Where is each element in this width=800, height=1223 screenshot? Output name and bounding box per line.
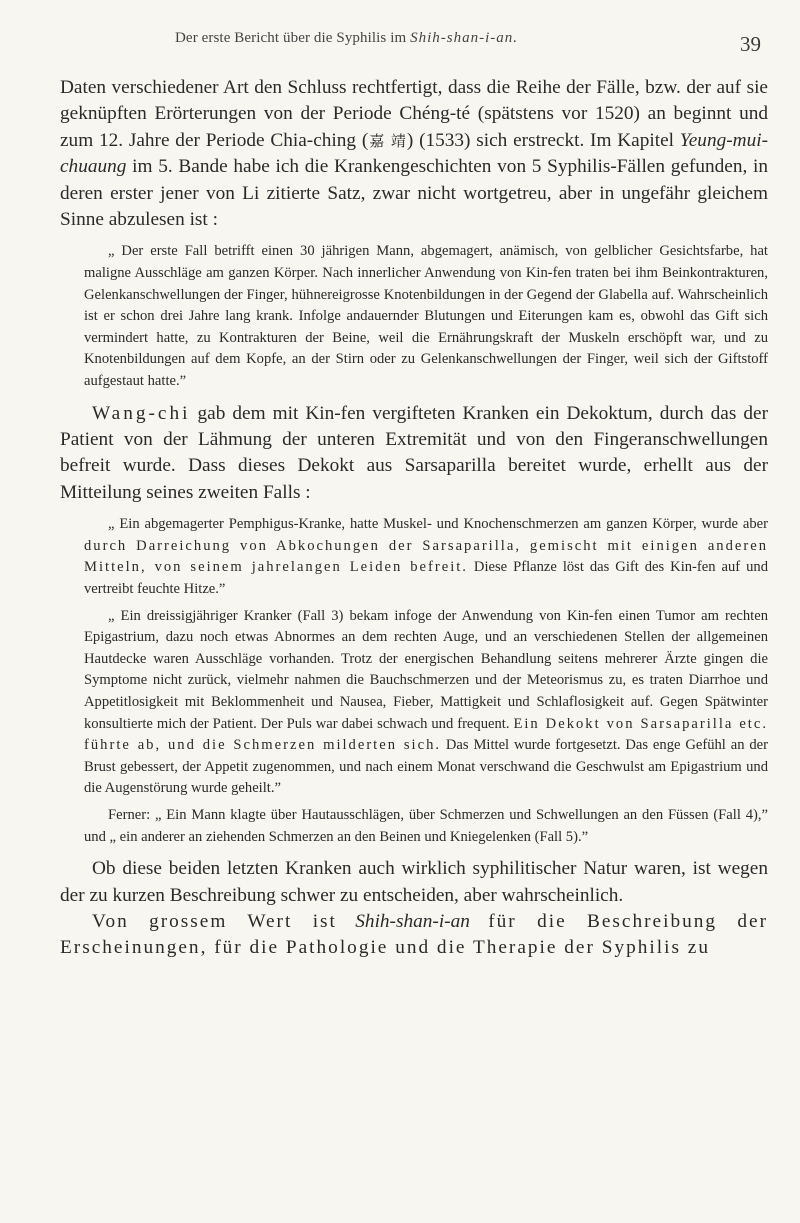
quote-cases-4-5: Ferner: „ Ein Mann klagte über Hautausschlägen, über Schmerzen und Schwellungen an den Füssen (Fall 4),” und „ ein anderer an ziehenden Schmerzen an den Beinen und Kniegelenken (Fall 5).” bbox=[84, 806, 768, 845]
paragraph-1: Daten verschiedener Art den Schluss rechtfertigt, dass die Reihe der Fälle, bzw. der auf sie geknüpften Erörterungen von der Periode Chéng-té (spätstens vor 1520) an beginnt und zum 12. Jahre der Periode Chia-ching (嘉 靖) (1533) sich erstreckt. Im Kapitel Yeung-mui-chuaung im 5. Bande habe ich die Krankengeschichten von 5 Syphilis-Fällen gefunden, in deren erster jener von Li zitierte Satz, zwar nicht wortgetreu, aber in ungefähr gleichem Sinne abzulesen ist : bbox=[60, 77, 768, 231]
quote-case-3: „ Ein dreissigjähriger Kranker (Fall 3) bekam infoge der Anwendung von Kin-fen einen Tumor am rechten Epigastrium, dazu noch etwas Abnormes an dem rechten Auge, und an verschiedenen Stellen der allgemeinen Hautdecke waren Ausschläge vorhanden. Trotz der energischen Behandlung seitens mehrerer Ärzte gingen die Symptome nicht zurück, vielmehr nahmen die Bauchschmerzen und der Meteorismus zu, es traten Diarrhoe und Appetitlosigkeit mit Beklommenheit und Nausea, Fieber, Mattigkeit und Schlaflosigkeit auf. Gegen Spätwinter konsultierte mich der Patient. Der Puls war dabei schwach und frequent. Ein Dekokt von Sarsaparilla etc. führte ab, und die Schmerzen milderten sich. Das Mittel wurde fortgesetzt. Das enge Gefühl an der Brust gebessert, der Appetit zugenommen, und nach einem Monat verschwand die Geschwulst am Epigastrium und die Augenstörung wurde geheilt.” bbox=[84, 607, 768, 797]
quote-case-1: „ Der erste Fall betrifft einen 30 jährigen Mann, abgemagert, anämisch, von gelblicher Gesichtsfarbe, hat maligne Ausschläge am ganzen Körper. Nach innerlicher Anwendung von Kin-fen traten bei ihm Beinkontrakturen, Gelenkanschwellungen der Finger, hühnereigrosse Knotenbildungen in der Gegend der Glabella auf. Wahrscheinlich ist er schon drei Jahre lang krank. Infolge andauernder Blutungen und Eiterungen kam es, obwohl das Gift sich vermindert hatte, zu Kontrakturen der Beine, weil die Ernährungskraft der Muskeln erschöpft war, und zu Knotenbildungen auf dem Kopfe, an der Stirn oder zu Gelenkanschwellungen der Finger, weil sich der Giftstoff aufgestaut hatte.” bbox=[84, 243, 768, 389]
spaced-name: Wang-chi bbox=[92, 402, 191, 424]
paragraph-3: Ob diese beiden letzten Kranken auch wirklich syphilitischer Natur waren, ist wegen der zu kurzen Beschreibung schwer zu entscheiden, aber wahrscheinlich. bbox=[60, 858, 768, 906]
paragraph-2: Wang-chi gab dem mit Kin-fen vergifteten Kranken ein Dekoktum, durch das der Patient von der Lähmung der unteren Extremität und von den Fingeranschwellungen befreit wurde. Dass dieses Dekokt aus Sarsaparilla bereitet wurde, erhellt aus der Mitteilung seines zweiten Falls : bbox=[60, 402, 768, 503]
page-number: 39 bbox=[740, 32, 761, 56]
chinese-characters: 嘉 靖 bbox=[368, 131, 407, 150]
book-title: Shih-shan-i-an bbox=[355, 910, 470, 932]
running-header bbox=[0, 30, 800, 54]
paragraph-4: Von grossem Wert ist Shih-shan-i-an für die Beschreibung der Erscheinungen, für die Pathologie und die Therapie der Syphilis zu bbox=[60, 910, 768, 959]
running-title: Der erste Bericht über die Syphilis im Shih-shan-i-an. bbox=[175, 30, 519, 46]
spaced-emphasis: Ein Dekokt von Sarsaparilla etc. führte ab, und die Schmerzen milderten sich. bbox=[84, 715, 768, 754]
spaced-emphasis: durch Darreichung von Abkochungen der Sarsaparilla, gemischt mit einigen anderen Mitteln, von seinem jahrelangen Leiden befreit. bbox=[84, 537, 768, 576]
running-title-book: Shih-shan-i-an. bbox=[410, 30, 519, 46]
page-body bbox=[60, 75, 768, 962]
quote-case-2: „ Ein abgemagerter Pemphigus-Kranke, hatte Muskel- und Knochenschmerzen am ganzen Körper, wurde aber durch Darreichung von Abkochungen der Sarsaparilla, gemischt mit einigen anderen Mitteln, von seinem jahrelangen Leiden befreit. Diese Pflanze löst das Gift des Kin-fen auf und vertreibt feuchte Hitze.” bbox=[84, 516, 768, 597]
chapter-title: Yeung-mui-chuaung bbox=[60, 129, 768, 178]
